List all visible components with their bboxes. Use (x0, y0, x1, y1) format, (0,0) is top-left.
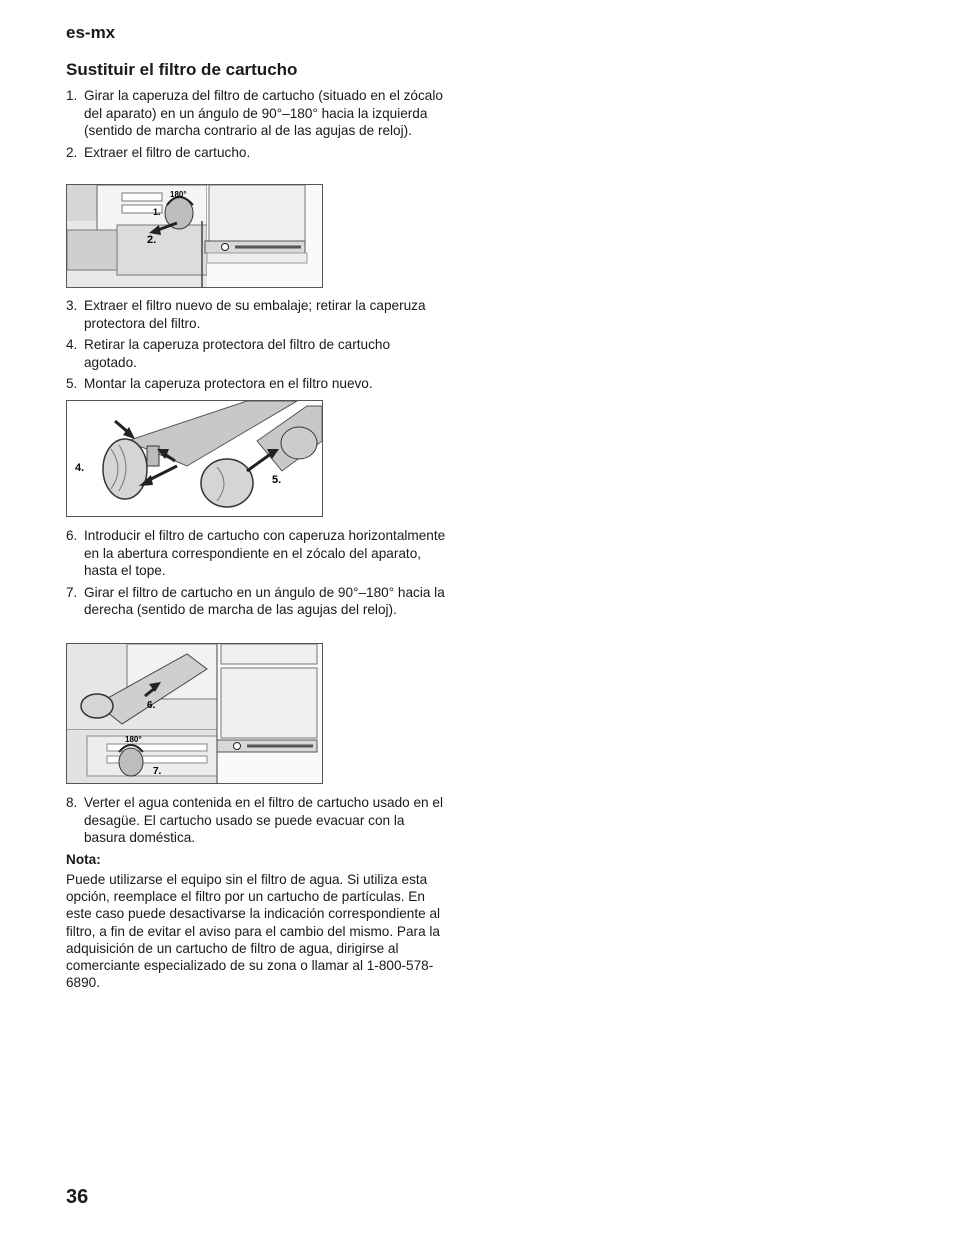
note-heading: Nota: (66, 852, 101, 867)
language-code: es-mx (66, 23, 116, 42)
figure-cap-swap (66, 400, 323, 517)
steps-group-4 (66, 794, 446, 847)
step-label-4: 4. (75, 462, 85, 474)
steps-group-1 (66, 87, 446, 161)
step-label-2: 2. (147, 234, 157, 246)
section-title: Sustituir el filtro de cartucho (66, 60, 298, 79)
figure-remove-filter (66, 184, 323, 288)
figure-insert-filter (66, 643, 323, 784)
list-item: 3. Extraer el filtro nuevo de su embalaje; retirar la caperuza protectora del filtro. (66, 298, 426, 331)
list-item: 4. Retirar la caperuza protectora del filtro de cartucho agotado. (66, 337, 391, 370)
angle-label: 180° (125, 735, 142, 744)
step-label-6: 6. (147, 700, 156, 711)
list-item: 8. Verter el agua contenida en el filtro de cartucho usado en el desagüe. El cartucho usado se puede evacuar con la basura doméstica. (66, 795, 443, 846)
note-text: Puede utilizarse el equipo sin el filtro de agua. Si utiliza esta opción, reemplace el filtro por un cartucho de partículas. En este caso puede desactivarse la indicación correspondiente al filtro, a fin de evitar el aviso para el cambio del mismo. Para la adquisición de un cartucho de filtro de agua, dirigirse al comerciante especializado de su zona o llamar al 1-800-578-6890. (66, 872, 441, 991)
steps-group-2 (66, 297, 446, 393)
list-item: 2. Extraer el filtro de cartucho. (66, 144, 251, 160)
steps-group-3 (66, 527, 446, 619)
step-label-5: 5. (272, 474, 282, 486)
list-item: 5. Montar la caperuza protectora en el filtro nuevo. (66, 376, 373, 392)
step-label-7: 7. (153, 766, 162, 777)
page-number: 36 (66, 1186, 89, 1208)
list-item: 1. Girar la caperuza del filtro de cartucho (situado en el zócalo del aparato) en un ángulo de 90°–180° hacia la izquierda (sentido de marcha contrario al de las agujas de reloj). (66, 88, 443, 139)
step-label-1: 1. (153, 207, 161, 217)
list-item: 7. Girar el filtro de cartucho en un ángulo de 90°–180° hacia la derecha (sentido de marcha de las agujas del reloj). (66, 584, 445, 618)
list-item: 6. Introducir el filtro de cartucho con caperuza horizontalmente en la abertura correspondiente en el zócalo del aparato, hasta el tope. (66, 528, 446, 579)
angle-label: 180° (170, 190, 187, 199)
